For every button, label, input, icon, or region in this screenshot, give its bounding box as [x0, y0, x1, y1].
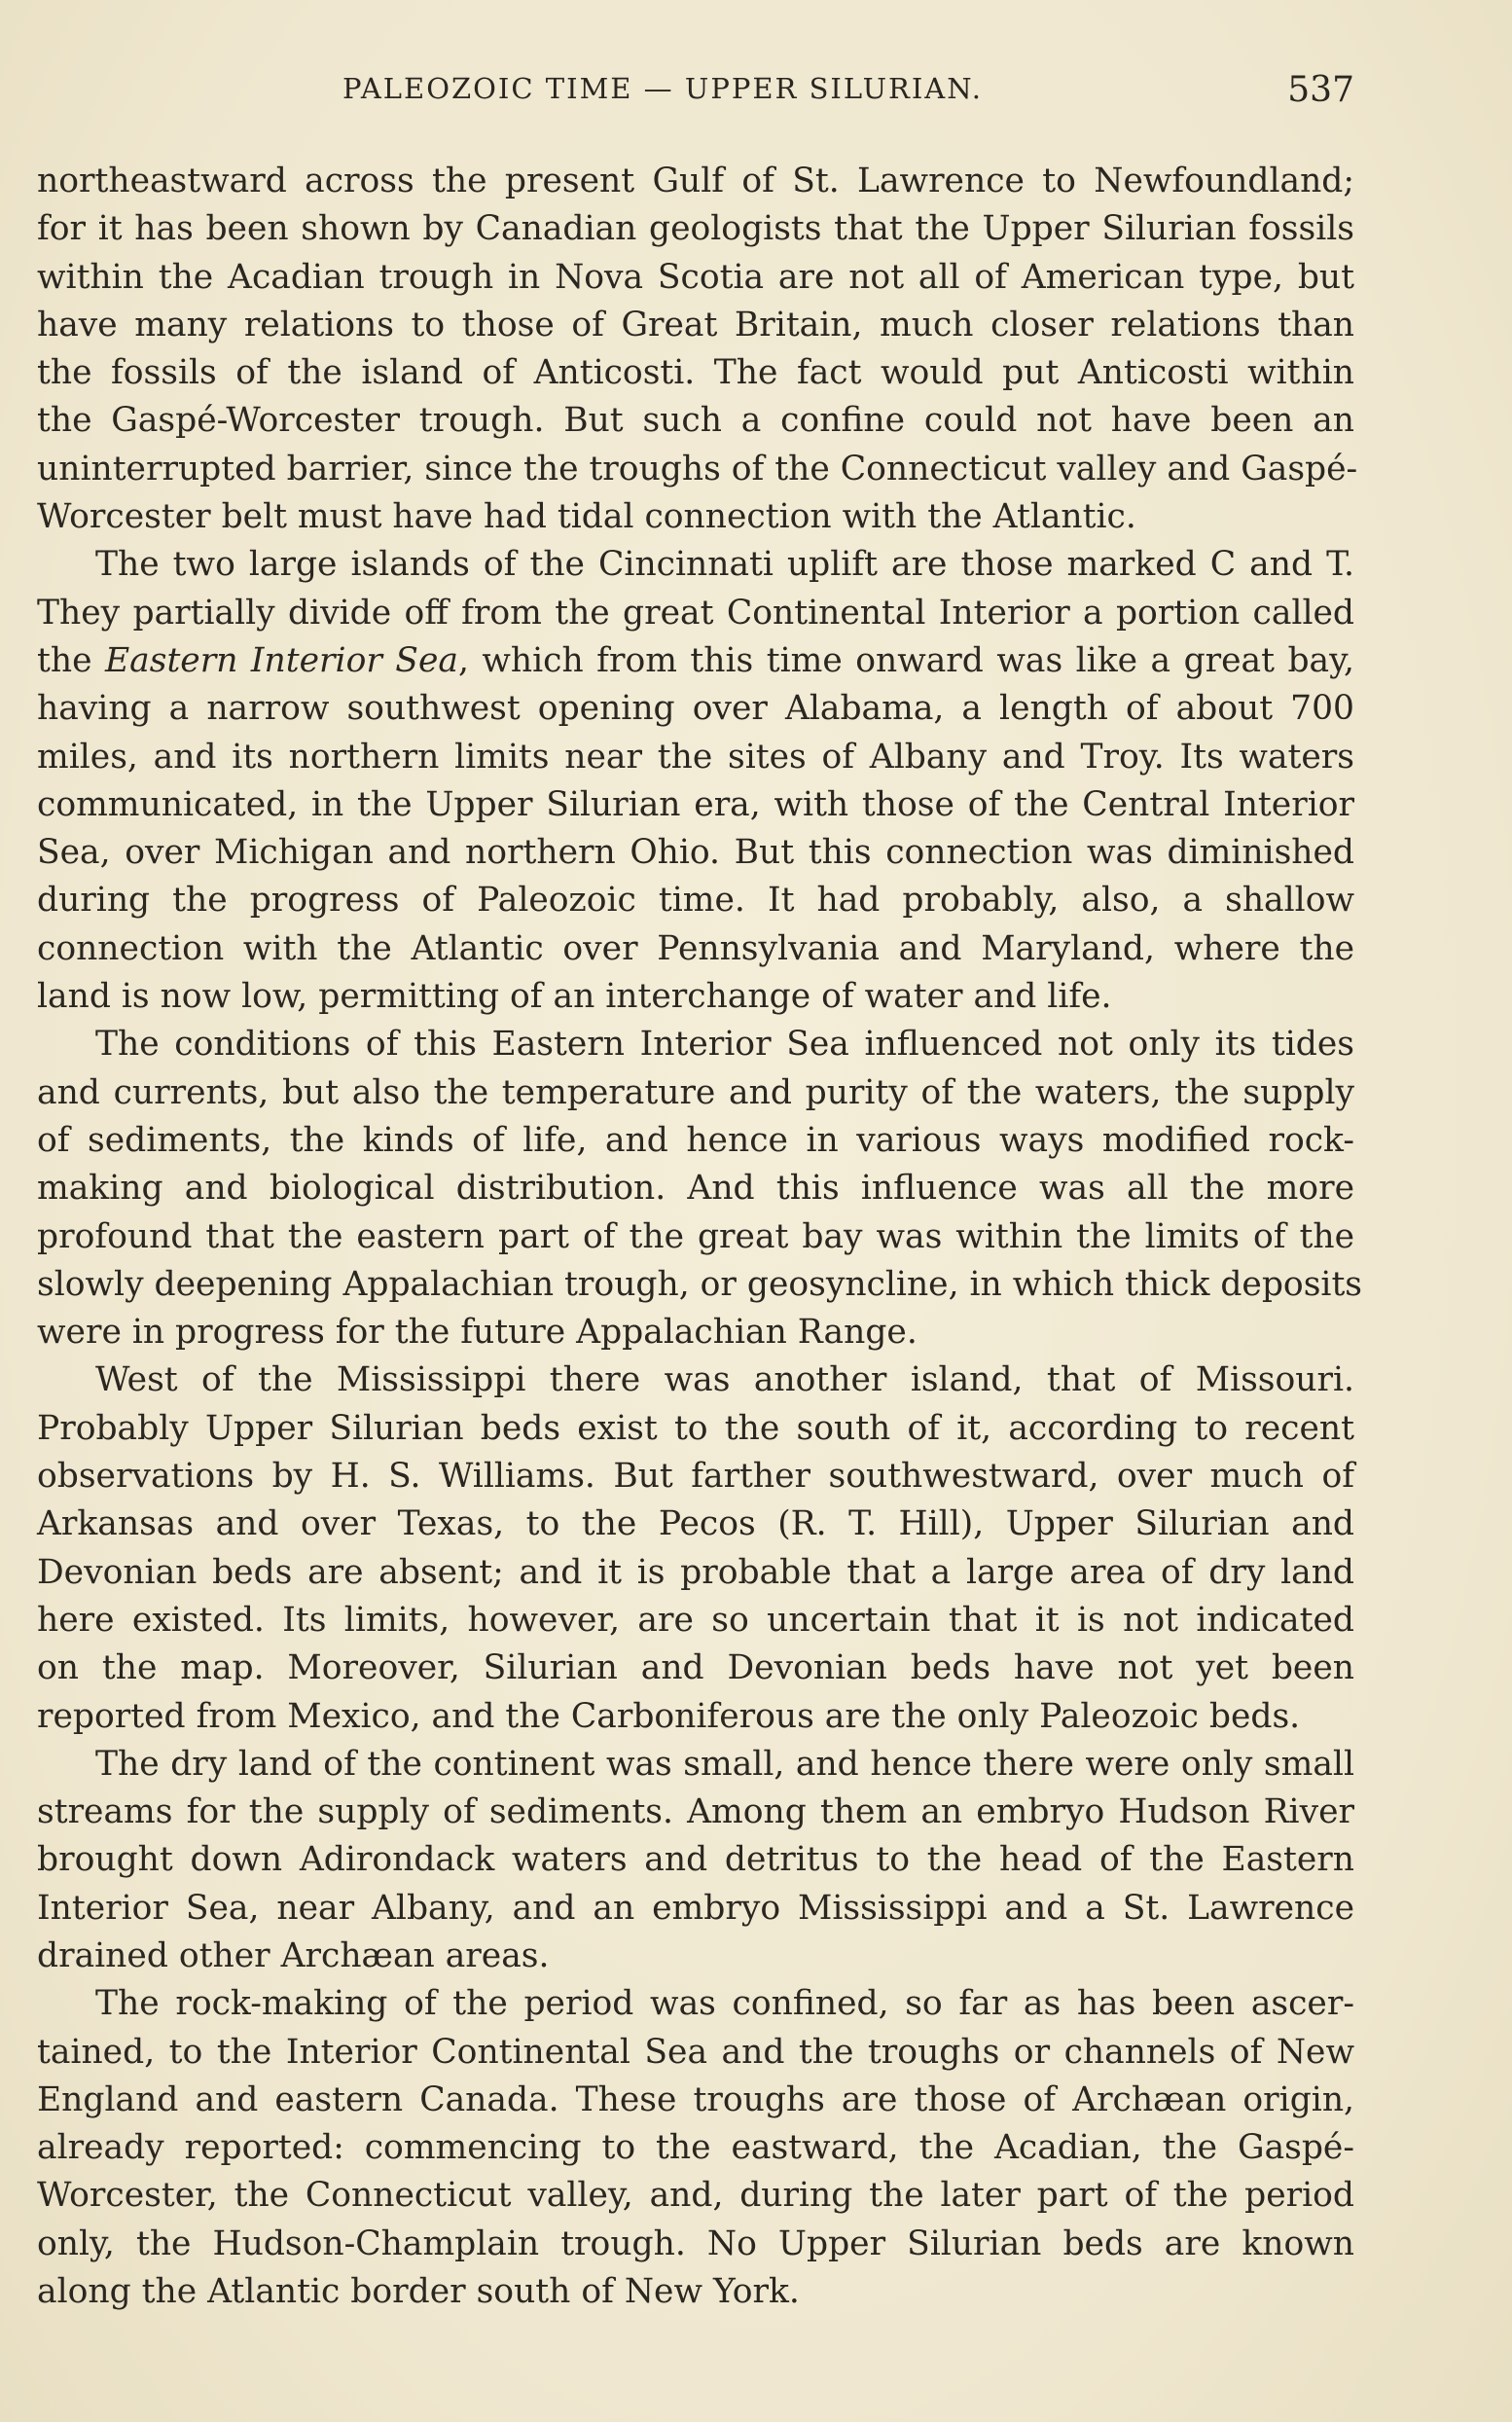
text-line: slowly deepening Appalachian trough, or geosyncline, in which thick deposits: [37, 1264, 1363, 1304]
italic-term: Eastern Interior Sea: [104, 640, 458, 680]
text-line: were in progress for the future Appalachian Range.: [37, 1313, 918, 1353]
text-line: streams for the supply of sediments. Among them an embryo Hudson River: [37, 1792, 1354, 1832]
text-line: the Gaspé-Worcester trough. But such a confine could not have been an: [37, 401, 1354, 441]
text-line: for it has been shown by Canadian geologists that the Upper Silurian fossils: [37, 209, 1354, 249]
text-line: along the Atlantic border south of New York.: [37, 2272, 800, 2312]
text-line: [37, 637, 1354, 685]
text-line: The dry land of the continent was small, and hence there were only small: [95, 1744, 1354, 1784]
text-line: Worcester belt must have had tidal connection with the Atlantic.: [37, 497, 1136, 537]
text-line: Devonian beds are absent; and it is probable that a large area of dry land: [37, 1552, 1354, 1592]
text-line: The rock-making of the period was confined, so far as has been ascer-: [95, 1984, 1354, 2024]
text-segment: , which from this time onward was like a great bay,: [457, 640, 1354, 680]
text-line: West of the Mississippi there was another island, that of Missouri.: [95, 1360, 1354, 1400]
text-line: here existed. Its limits, however, are so uncertain that it is not indicated: [37, 1600, 1354, 1640]
text-line: They partially divide off from the great Continental Interior a portion called: [37, 593, 1354, 633]
text-line: miles, and its northern limits near the sites of Albany and Troy. Its waters: [37, 737, 1354, 777]
text-line: The two large islands of the Cincinnati uplift are those marked C and T.: [95, 545, 1354, 585]
text-line: have many relations to those of Great Britain, much closer relations than: [37, 305, 1354, 344]
text-line: only, the Hudson-Champlain trough. No Upper Silurian beds are known: [37, 2223, 1354, 2263]
text-line: Arkansas and over Texas, to the Pecos (R. T. Hill), Upper Silurian and: [37, 1504, 1354, 1544]
text-line: having a narrow southwest opening over Alabama, a length of about 700: [37, 689, 1354, 729]
text-line: Interior Sea, near Albany, and an embryo Mississippi and a St. Lawrence: [37, 1888, 1354, 1928]
text-line: Sea, over Michigan and northern Ohio. But this connection was diminished: [37, 833, 1354, 873]
text-line: connection with the Atlantic over Pennsylvania and Maryland, where the: [37, 928, 1354, 968]
text-line: of sediments, the kinds of life, and hence in various ways modified rock-: [37, 1120, 1354, 1160]
text-line: already reported: commencing to the eastward, the Acadian, the Gaspé-: [37, 2128, 1354, 2168]
text-line: during the progress of Paleozoic time. It had probably, also, a shallow: [37, 881, 1354, 921]
text-line: drained other Archæan areas.: [37, 1935, 550, 1975]
text-line: observations by H. S. Williams. But farther southwestward, over much of: [37, 1457, 1354, 1497]
text-line: making and biological distribution. And this influence was all the more: [37, 1169, 1354, 1209]
body-text: [37, 158, 1363, 2316]
text-line: uninterrupted barrier, since the troughs of the Connecticut valley and Gaspé-: [37, 449, 1358, 488]
text-line: brought down Adirondack waters and detritus to the head of the Eastern: [37, 1840, 1354, 1880]
text-line: communicated, in the Upper Silurian era, with those of the Central Interior: [37, 784, 1354, 824]
text-line: the fossils of the island of Anticosti. The fact would put Anticosti within: [37, 353, 1354, 393]
text-segment: the: [37, 640, 105, 680]
page-number: 537: [1287, 70, 1354, 110]
text-line: tained, to the Interior Continental Sea and the troughs or channels of New: [37, 2032, 1354, 2072]
text-line: northeastward across the present Gulf of St. Lawrence to Newfoundland;: [37, 162, 1354, 200]
text-line: reported from Mexico, and the Carboniferous are the only Paleozoic beds.: [37, 1696, 1301, 1736]
text-line: England and eastern Canada. These troughs are those of Archæan origin,: [37, 2079, 1354, 2119]
text-line: profound that the eastern part of the great bay was within the limits of the: [37, 1216, 1354, 1256]
text-line: Worcester, the Connecticut valley, and, during the later part of the period: [37, 2176, 1354, 2216]
text-line: land is now low, permitting of an interchange of water and life.: [37, 977, 1112, 1017]
text-line: on the map. Moreover, Silurian and Devonian beds have not yet been: [37, 1648, 1354, 1688]
text-line: within the Acadian trough in Nova Scotia are not all of American type, but: [37, 257, 1354, 297]
text-line: and currents, but also the temperature and purity of the waters, the supply: [37, 1072, 1354, 1112]
text-line: The conditions of this Eastern Interior Sea influenced not only its tides: [95, 1025, 1354, 1065]
running-title: PALEOZOIC TIME — UPPER SILURIAN.: [342, 72, 983, 105]
text-line: Probably Upper Silurian beds exist to the south of it, according to recent: [37, 1408, 1354, 1448]
running-head: [0, 66, 1512, 115]
